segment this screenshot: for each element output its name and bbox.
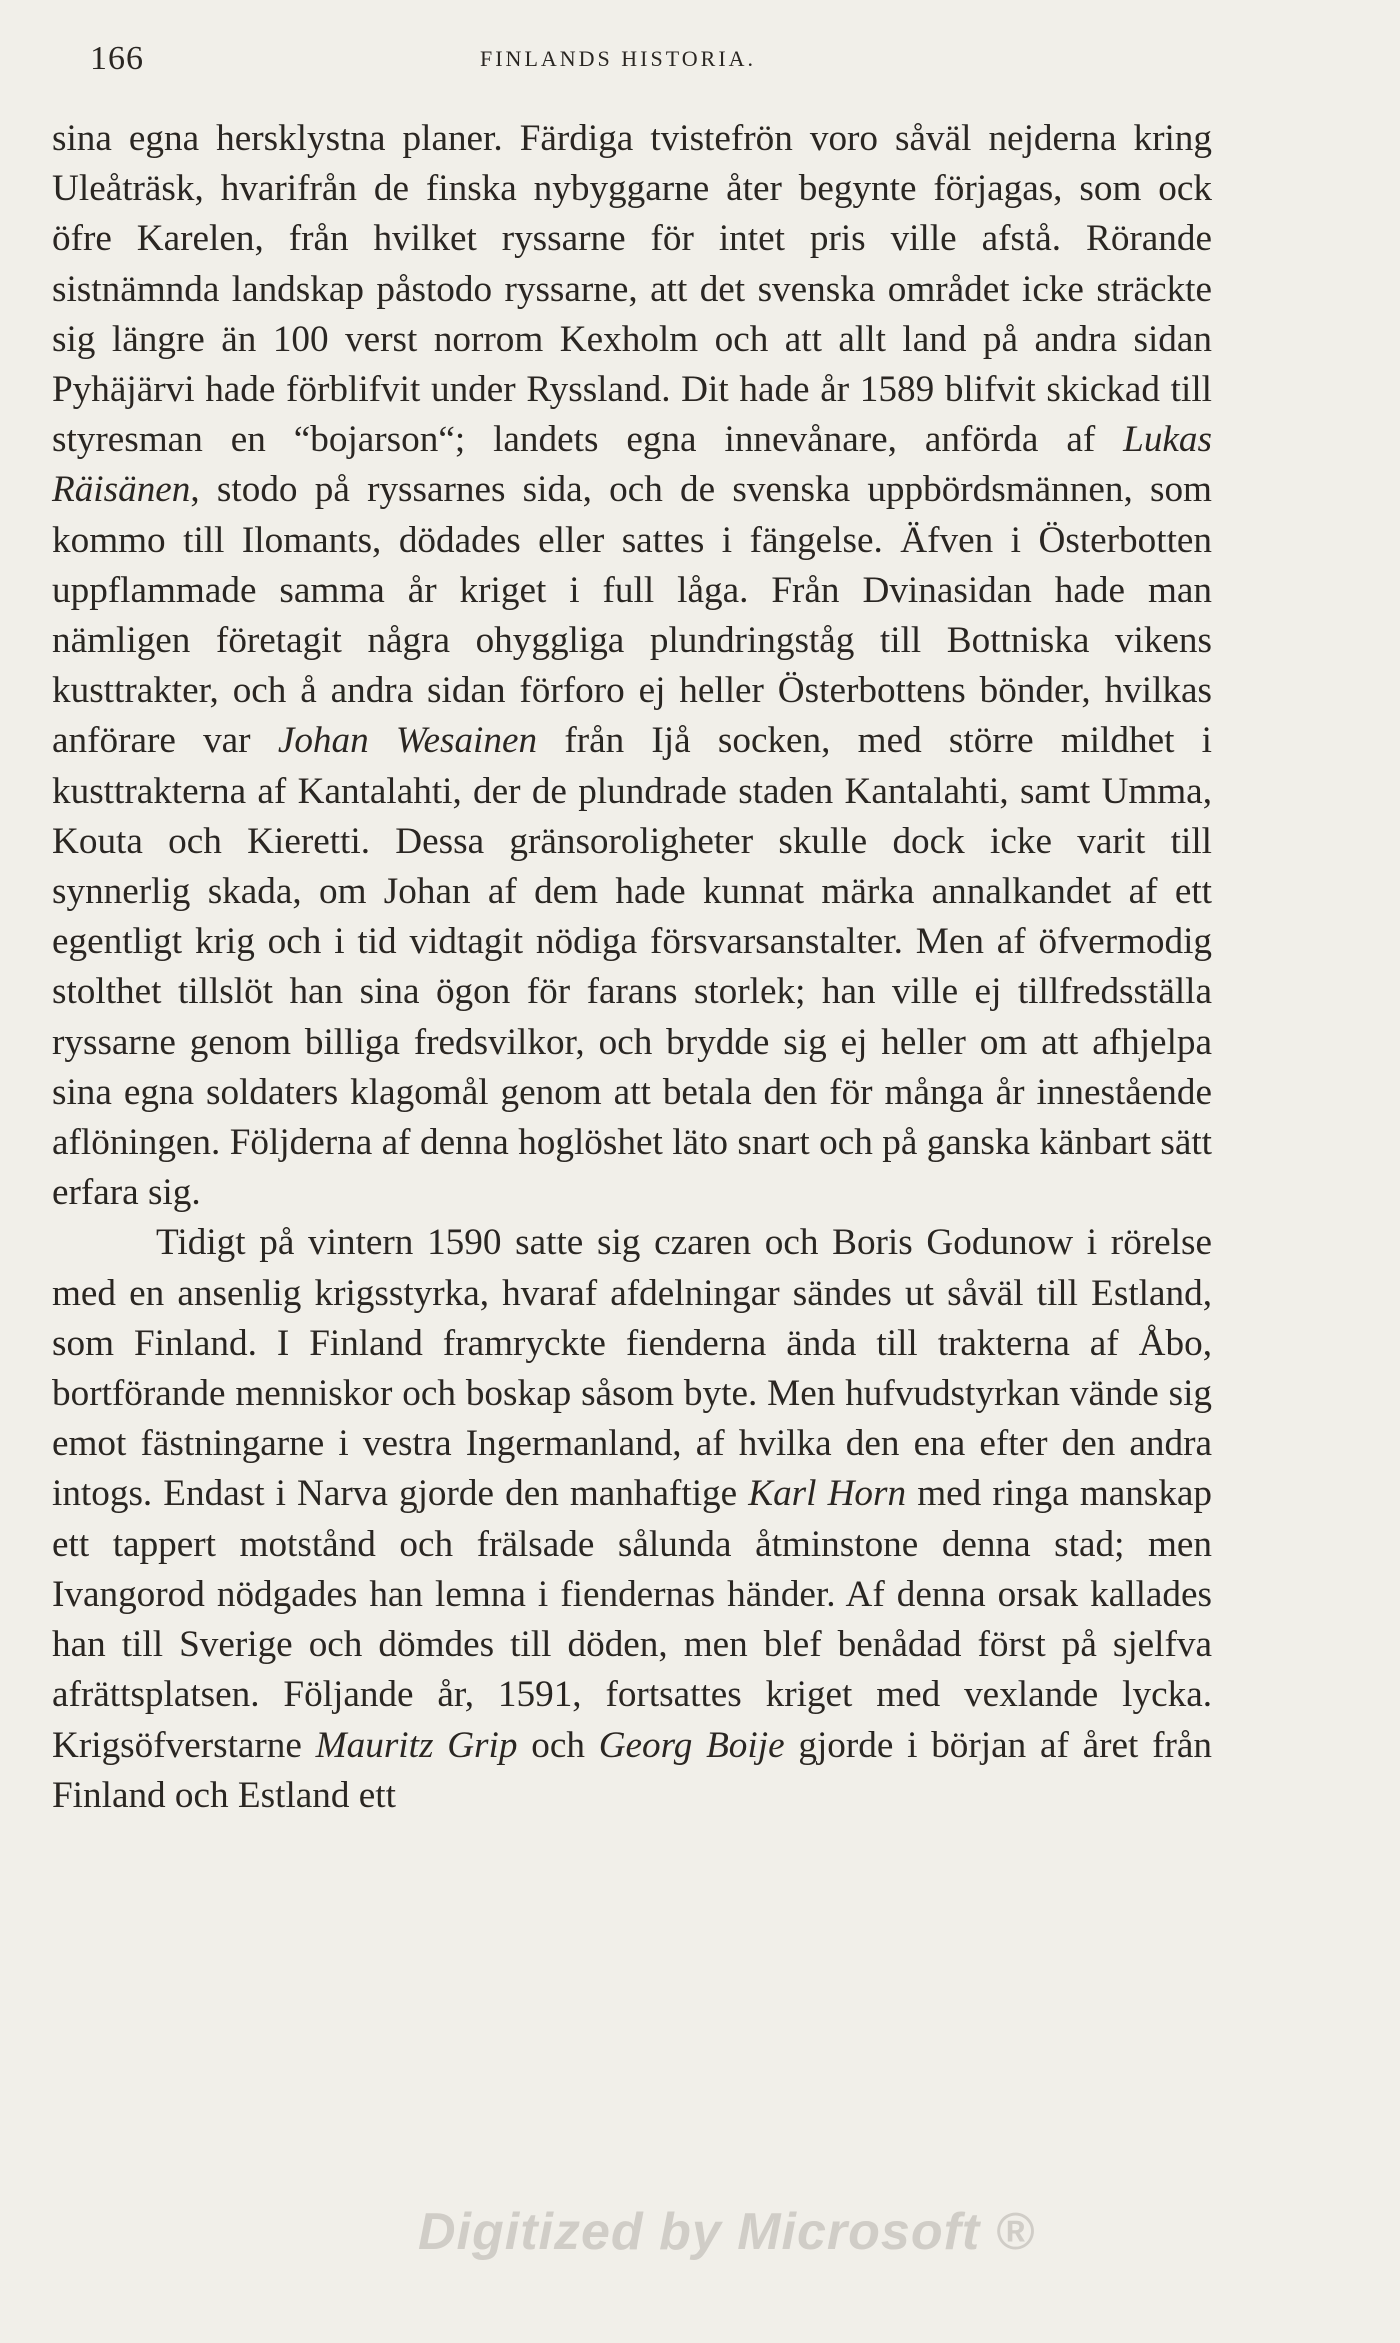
text-segment: gjorde i början af året från Finland och Estland ett bbox=[52, 1724, 1212, 1816]
text-segment: , stodo på ryssarnes sida, och de svenska uppbördsmännen, som kommo till Ilomants, dödades eller sattes i fängelse. Äfven i Österbotten uppflammade samma år kriget i full låga. Från Dvinasidan hade man nämligen företagit några ohyggliga plundringståg till Bottniska vikens kusttrakter, och å andra sidan förforo ej heller Österbottens bönder, hvilkas anförare var bbox=[52, 469, 1212, 762]
text-segment: Tidigt på vintern 1590 satte sig czaren och Boris Godunow i rörelse med en ansenlig krigsstyrka, hvaraf afdelningar sändes ut såväl till Estland, som Finland. I Finland framryckte fienderna ända till trakterna af Åbo, bortförande menniskor och boskap såsom byte. Men hufvudstyrkan vände sig emot fästningarne i vestra Ingermanland, af hvilka den ena efter den andra intogs. Endast i Narva gjorde den manhaftige bbox=[52, 1222, 1212, 1515]
text-segment: från Ijå socken, med större mildhet i kusttrakterna af Kantalahti, der de plundrade staden Kantalahti, samt Umma, Kouta och Kieretti. Dessa gränsoroligheter skulle dock icke varit till synnerlig skada, om Johan af dem hade kunnat märka annalkandet af ett egentligt krig och i tid vidtagit nödiga försvarsanstalter. Men af öfvermodig stolthet tillslöt han sina ögon för farans storlek; han ville ej tillfredsställa ryssarne genom billiga fredsvilkor, och brydde sig ej heller om att afhjelpa sina egna soldaters klagomål genom att betala den för många år innestående aflöningen. Följderna af denna hoglöshet läto snart och på ganska känbart sätt erfara sig. bbox=[52, 720, 1213, 1214]
text-segment: sina egna hersklystna planer. Färdiga tvistefrön voro såväl nejderna kring Uleåträsk, hvarifrån de finska nybyggarne åter begynte förjagas, som ock öfre Karelen, från hvilket ryssarne för intet pris ville afstå. Rörande sistnämnda landskap påstodo ryssarne, att det svenska området icke sträckte sig längre än 100 verst norrom Kexholm och att allt land på andra sidan Pyhäjärvi hade förblifvit under Ryssland. Dit hade år 1589 blifvit skickad till styresman en “bojarson“; landets egna innevånare, anförda af bbox=[52, 118, 1212, 461]
text-segment: med ringa manskap ett tappert motstånd och frälsade sålunda åtminstone denna stad; men Ivangorod nödgades han lemna i fiendernas händer. Af denna orsak kallades han till Sverige och dömdes till döden, men blef benådad först på sjelfva afrättsplatsen. Följande år, 1591, fortsattes kriget med vexlande lycka. Krigsöfverstarne bbox=[52, 1473, 1213, 1766]
italic-name: Georg Boije bbox=[598, 1724, 785, 1766]
paragraph-2 bbox=[52, 1218, 1212, 1820]
italic-name: Karl Horn bbox=[748, 1473, 907, 1515]
running-head bbox=[50, 36, 1210, 90]
italic-name: Mauritz Grip bbox=[315, 1724, 518, 1766]
italic-name: Lukas Räisänen bbox=[52, 419, 1212, 511]
running-title: FINLANDS HISTORIA. bbox=[480, 46, 757, 71]
digitization-watermark: Digitized by Microsoft ® bbox=[418, 2203, 1035, 2261]
page-number: 166 bbox=[90, 40, 144, 77]
italic-name: Johan Wesainen bbox=[277, 720, 538, 762]
body-text bbox=[52, 114, 1212, 1821]
text-segment: och bbox=[517, 1724, 599, 1766]
paragraph-1 bbox=[52, 114, 1212, 1218]
